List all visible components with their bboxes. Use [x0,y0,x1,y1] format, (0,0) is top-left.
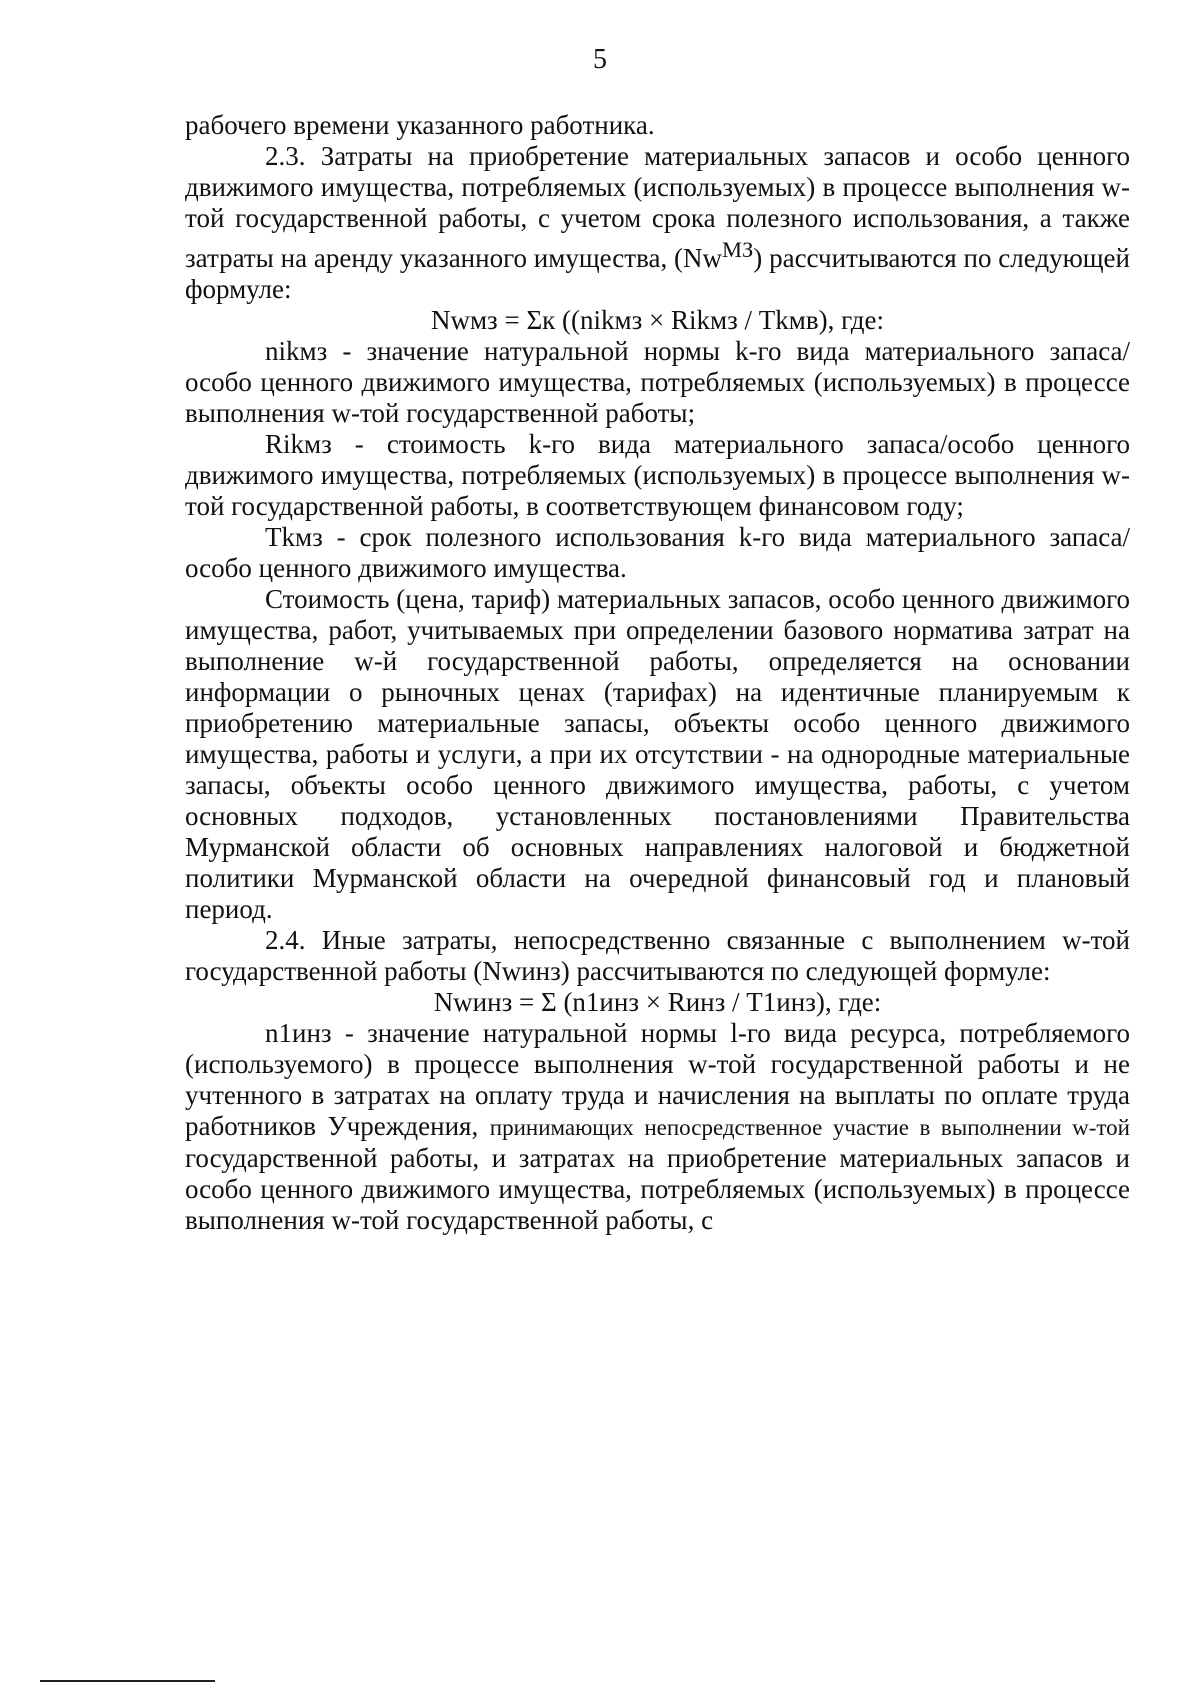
superscript-mz: МЗ [722,237,754,262]
document-body [185,110,1130,1236]
definition-n1inz-part1: n1инз - значение натуральной нормы l-го вида ресурса, потребляемого (используемого) в процессе выполнения w-той государственной работы и не учтенного в затратах на оплату труда и начисления на выплаты по оплате труда работников Учреждения, [185,1018,1130,1141]
page-number: 5 [593,44,607,75]
definition-n1inz [185,1018,1130,1236]
definition-n1inz-part3: государственной работы, и затратах на приобретение материальных запасов и особо ценного движимого имущества, потребляемых (используемых) в процессе выполнения w-той государственной работы, с [185,1143,1130,1235]
bottom-rule-line [40,1680,215,1682]
section-2-4-paragraph: 2.4. Иные затраты, непосредственно связанные с выполнением w-той государственной работы (Nwинз) рассчитываются по следующей формуле: [185,925,1130,986]
definition-rikmz: Rikмз - стоимость k-го вида материального запаса/особо ценного движимого имущества, потребляемых (используемых) в процессе выполнения w-той государственной работы, в соответствующем финансовом году; [185,429,1130,521]
definition-nikmz: nikмз - значение натуральной нормы k-го вида материального запаса/особо ценного движимого имущества, потребляемых (используемых) в процессе выполнения w-той государственной работы; [185,336,1130,428]
definition-n1inz-part2: принимающих непосредственное участие в выполнении w-той [489,1115,1130,1140]
definition-tkmz: Tkмз - срок полезного использования k-го вида материального запаса/особо ценного движимого имущества. [185,522,1130,583]
paragraph-continuation: рабочего времени указанного работника. [185,110,655,140]
section-2-3-paragraph [185,141,1130,305]
cost-paragraph: Стоимость (цена, тариф) материальных запасов, особо ценного движимого имущества, работ, учитываемых при определении базового норматива затрат на выполнение w-й государственной работы, определяется на основании информации о рыночных ценах (тарифах) на идентичные планируемым к приобретению материальные запасы, объекты особо ценного движимого имущества, работы и услуги, а при их отсутствии - на однородные материальные запасы, объекты особо ценного движимого имущества, работы, с учетом основных подходов, установленных постановлениями Правительства Мурманской области об основных направлениях налоговой и бюджетной политики Мурманской области на очередной финансовый год и плановый период. [185,584,1130,924]
formula-nwmz: Nwмз = Σк ((nikмз × Rikмз / Tkмв), где: [430,305,885,335]
section-2-3-text: 2.3. Затраты на приобретение материальных запасов и особо ценного движимого имущества, потребляемых (используемых) в процессе выполнения w-той государственной работы, с учетом срока полезного использования, а также затраты на аренду указанного имущества, (Nw [185,141,1130,273]
formula-nwinz: Nwинз = Σ (n1инз × Rинз / T1инз), где: [433,987,882,1017]
section-2-3-text-end: ) рассчитываются по следующей формуле: [185,243,1130,304]
